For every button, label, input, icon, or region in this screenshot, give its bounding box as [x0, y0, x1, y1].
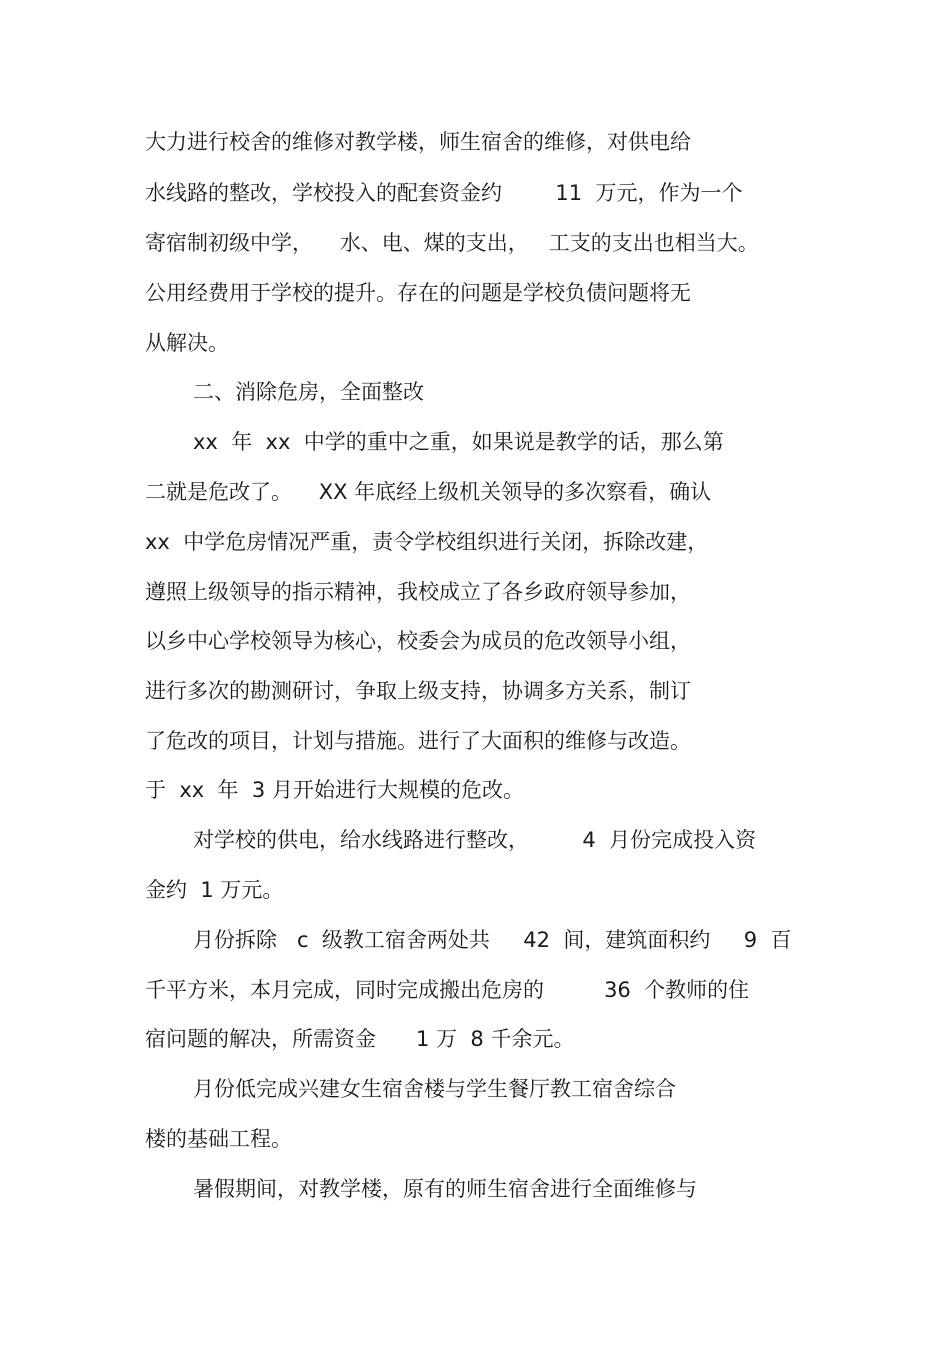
text-line: 水线路的整改，学校投入的配套资金约 11 万元，作为一个 [145, 181, 743, 205]
text-line: 二就是危改了。 XX 年底经上级机关领导的多次察看，确认 [145, 480, 712, 504]
text-line: 暑假期间，对教学楼，原有的师生宿舍进行全面维修与 [193, 1177, 697, 1201]
text-line: 从解决。 [145, 331, 229, 355]
text-line: 宿问题的解决，所需资金 1 万 8 千余元。 [145, 1027, 575, 1051]
section-heading: 二、消除危房，全面整改 [193, 380, 424, 404]
text-line: 大力进行校舍的维修对教学楼，师生宿舍的维修，对供电给 [145, 130, 691, 154]
text-line: 进行多次的勘测研讨，争取上级支持，协调多方关系，制订 [145, 679, 691, 703]
text-line: 月份低完成兴建女生宿舍楼与学生餐厅教工宿舍综合 [193, 1077, 676, 1101]
text-line: 千平方米，本月完成，同时完成搬出危房的 36 个教师的住 [145, 978, 750, 1002]
text-line: 对学校的供电，给水线路进行整改， 4 月份完成投入资 [193, 828, 757, 852]
text-line: 金约 1 万元。 [145, 878, 284, 902]
text-line: 寄宿制初级中学， 水、电、煤的支出， 工支的支出也相当大。 [145, 231, 759, 255]
text-line: 于 xx 年 3 月开始进行大规模的危改。 [145, 778, 524, 802]
text-line: 楼的基础工程。 [145, 1127, 292, 1151]
text-line: 以乡中心学校领导为核心，校委会为成员的危改领导小组， [145, 629, 691, 653]
text-line: xx 年 xx 中学的重中之重，如果说是教学的话，那么第 [193, 430, 724, 454]
text-line: xx 中学危房情况严重，责令学校组织进行关闭，拆除改建， [145, 530, 709, 554]
text-line: 月份拆除 c 级教工宿舍两处共 42 间，建筑面积约 9 百 [193, 928, 792, 952]
text-line: 了危改的项目，计划与措施。进行了大面积的维修与改造。 [145, 729, 691, 753]
text-line: 公用经费用于学校的提升。存在的问题是学校负债问题将无 [145, 281, 691, 305]
text-line: 遵照上级领导的指示精神，我校成立了各乡政府领导参加， [145, 580, 691, 604]
